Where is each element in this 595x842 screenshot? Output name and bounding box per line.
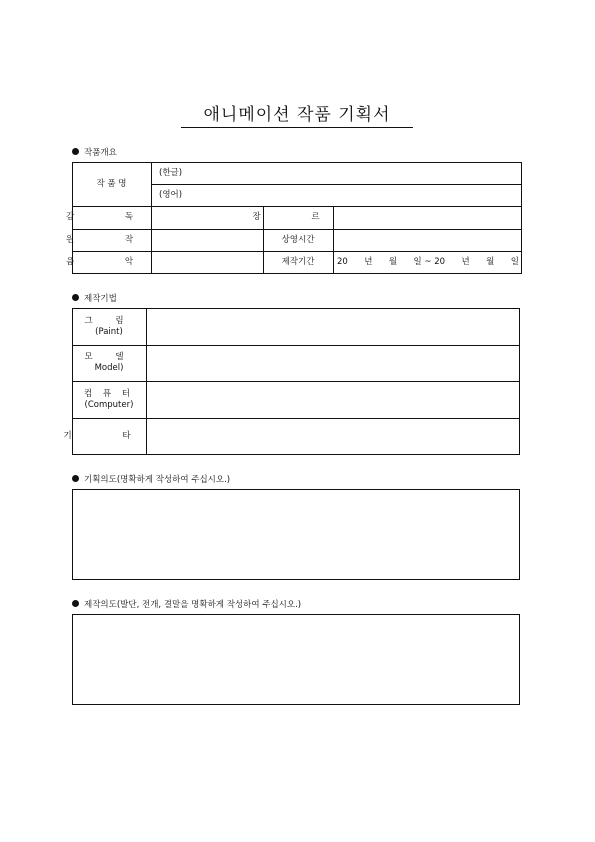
production-textarea[interactable] (72, 614, 520, 705)
period-part: 일 (510, 257, 519, 267)
period-part: 년 (461, 257, 470, 267)
section-method-heading: 제작기법 (72, 293, 117, 305)
title-english-field[interactable]: (영어) (159, 189, 183, 200)
bullet-icon (72, 600, 79, 607)
bullet-icon (72, 148, 79, 155)
runtime-field[interactable] (334, 230, 521, 250)
intent-textarea[interactable] (72, 489, 520, 580)
section-intent-heading: 기획의도(명확하게 작성하여 주십시오.) (72, 474, 230, 486)
method-computer-label: 컴 퓨 터 (Computer) (83, 388, 135, 410)
bullet-icon (72, 294, 79, 301)
section-production-heading: 제작의도(발단, 전개, 결말을 명확하게 작성하여 주십시오.) (72, 599, 301, 611)
period-part: 년 (364, 257, 373, 267)
method-paint-label: 그 림 (Paint) (84, 315, 134, 337)
method-model-field[interactable] (147, 346, 519, 380)
method-model-label: 모 델 Model) (84, 352, 134, 373)
music-label: 음 악 (65, 257, 158, 267)
period-part: 20 (337, 257, 348, 267)
music-field[interactable] (152, 252, 262, 273)
period-label: 제작기간 (281, 257, 315, 267)
period-part: 월 (388, 257, 398, 267)
genre-label: 장 르 (252, 212, 344, 222)
director-label: 감 독 (65, 212, 158, 222)
method-paint-field[interactable] (147, 309, 519, 344)
period-field[interactable] (337, 251, 521, 274)
period-part: 일 ~ 20 (413, 257, 446, 267)
director-field[interactable] (152, 207, 262, 228)
section-overview-heading: 작품개요 (72, 147, 117, 159)
page-title: 애니메이션 작품 기획서 (181, 104, 413, 128)
title-label: 작 품 명 (96, 178, 127, 189)
period-part: 월 (486, 257, 495, 267)
method-other-field[interactable] (147, 419, 519, 454)
original-field[interactable] (152, 230, 262, 250)
method-computer-field[interactable] (147, 382, 519, 417)
method-other-label: 기 타 (63, 431, 155, 441)
bullet-icon (72, 475, 79, 482)
title-korean-field[interactable]: (한글) (159, 167, 183, 178)
genre-field[interactable] (334, 207, 521, 228)
original-label: 원 작 (65, 234, 158, 245)
runtime-label: 상영시간 (281, 234, 315, 245)
